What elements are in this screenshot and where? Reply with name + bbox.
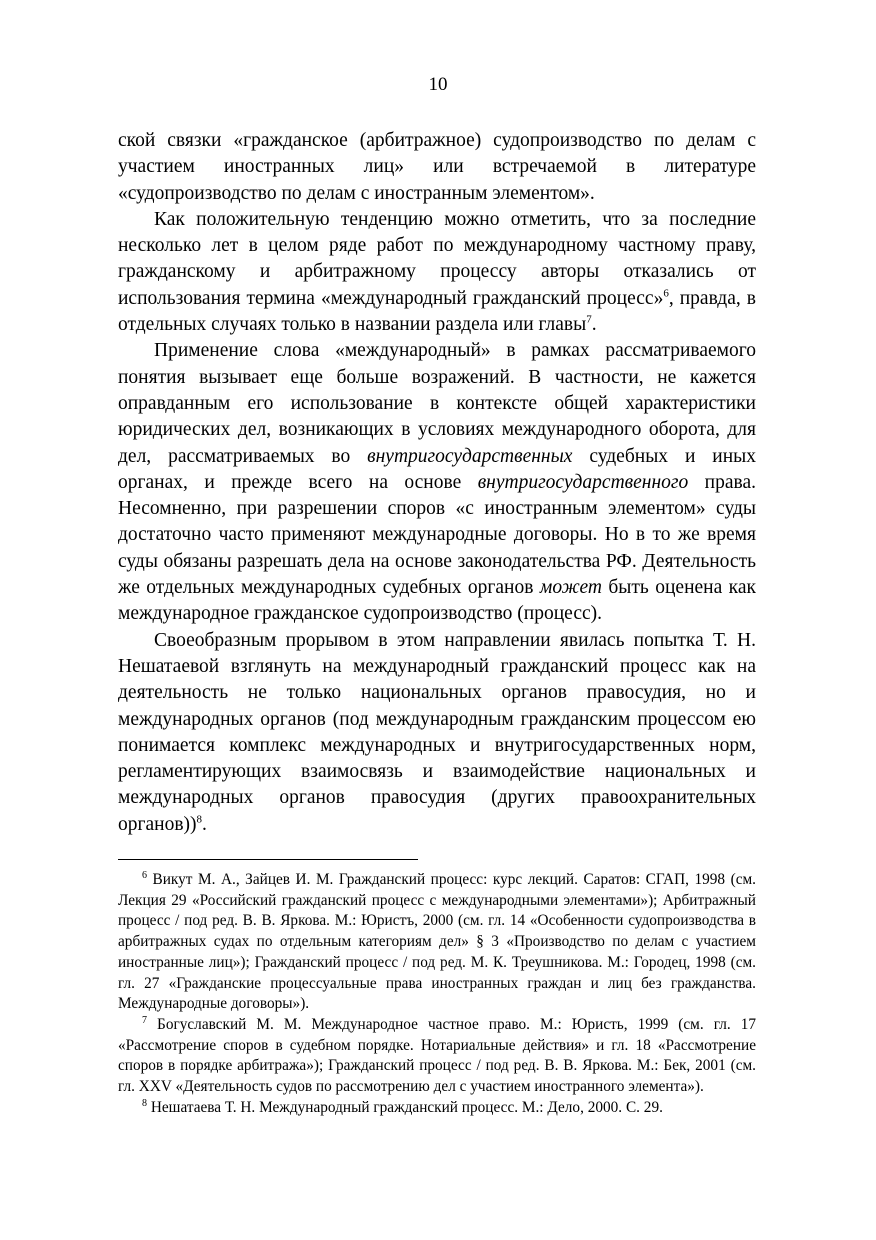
emphasis-text: внутригосударственных bbox=[367, 445, 573, 467]
text-run: Как положительную тенденцию можно отметить, что за последние несколько лет в целом ряде работ по международному частному праву, гражданскому и арбитражному процессу авторы отказались от использования термина «международный гражданский процесс» bbox=[118, 208, 756, 309]
footnote-separator bbox=[118, 859, 418, 860]
footnotes bbox=[118, 870, 756, 1118]
text-run: ской связки «гражданское (арбитражное) судопроизводство по делам с участием иностранных лиц» или встречаемой в литературе «судопроизводство по делам с иностранным элементом». bbox=[118, 130, 756, 204]
footnote-ref: 8 bbox=[196, 813, 203, 826]
footnote-ref: 6 bbox=[663, 287, 669, 300]
footnote-mark: 6 bbox=[142, 869, 147, 881]
emphasis-text: может bbox=[539, 577, 602, 599]
text-run: Своеобразным прорывом в этом направлении явилась попытка Т. Н. Нешатаевой взглянуть на международный гражданский процесс как на деятельность не только национальных органов правосудия, но и международных органов (под международным гражданским процессом ею понимается комплекс международных и внутригосударственных норм, регламентирующих взаимосвязь и взаимодействие национальных и международных органов правосудия (других правоохранительных органов)) bbox=[118, 629, 756, 835]
footnote-text: Викут М. А., Зайцев И. М. Гражданский процесс: курс лекций. Саратов: СГАП, 1998 (см. Лекция 29 «Российский гражданский процесс с международными элементами»); Арбитражный процесс / под ред. В. В. Яркова. М.: Юристъ, 2000 (см. гл. 14 «Особенности судопроизводства в арбитражных судах по отдельным категориям дел» § 3 «Производство по делам с участием иностранные лиц»); Гражданский процесс / под ред. М. К. Треушникова. М.: Городец, 1998 (см. гл. 27 «Гражданские процессуальные права иностранных граждан и лиц без гражданства. Международные договоры»). bbox=[118, 871, 756, 1013]
paragraph-3 bbox=[118, 338, 756, 627]
footnote-mark: 8 bbox=[142, 1097, 147, 1109]
footnote-6 bbox=[118, 870, 756, 1015]
text-run: . bbox=[591, 314, 597, 336]
text-run: Применение слова «международный» в рамках рассматриваемого понятия вызывает еще больше возражений. В частности, не кажется оправданным его использование в контексте общей характеристики юридических дел, возникающих в условиях международного оборота, для дел, рассматриваемых во bbox=[118, 340, 756, 467]
page-number: 10 bbox=[428, 74, 448, 95]
paragraph-4 bbox=[118, 628, 756, 838]
text-run: быть оценена как международное гражданское судопроизводство (процесс). bbox=[118, 577, 756, 625]
text-run: . bbox=[202, 813, 207, 835]
text-run: , правда, в отдельных случаях только в названии раздела или главы bbox=[118, 287, 756, 336]
footnote-7 bbox=[118, 1015, 756, 1098]
body-text bbox=[118, 128, 756, 838]
text-run: судебных и иных органах, и прежде всего на основе bbox=[118, 445, 756, 493]
footnote-mark: 7 bbox=[142, 1014, 147, 1026]
text-run: права. Несомненно, при разрешении споров «с иностранным элементом» суды достаточно часто применяют международные договоры. Но в то же время суды обязаны разрешать дела на основе законодательства РФ. Деятельность же отдельных международных судебных органов bbox=[118, 471, 757, 599]
footnote-ref: 7 bbox=[586, 313, 592, 326]
footnote-8 bbox=[118, 1098, 756, 1119]
emphasis-text: внутригосударственного bbox=[477, 471, 689, 493]
footnote-text: Богуславский М. М. Международное частное право. М.: Юристь, 1999 (см. гл. 17 «Рассмотрение споров в судебном порядке. Нотариальные действия» и гл. 18 «Рассмотрение споров в порядке арбитража»); Гражданский процесс / под ред. В. В. Яркова. М.: Бек, 2001 (см. гл. XXV «Деятельность судов по рассмотрению дел с участием иностранного элемента»). bbox=[118, 1015, 756, 1096]
footnote-text: Нешатаева Т. Н. Международный гражданский процесс. М.: Дело, 2000. С. 29. bbox=[147, 1098, 663, 1116]
paragraph-2 bbox=[118, 207, 756, 338]
paragraph-1 bbox=[118, 128, 756, 207]
